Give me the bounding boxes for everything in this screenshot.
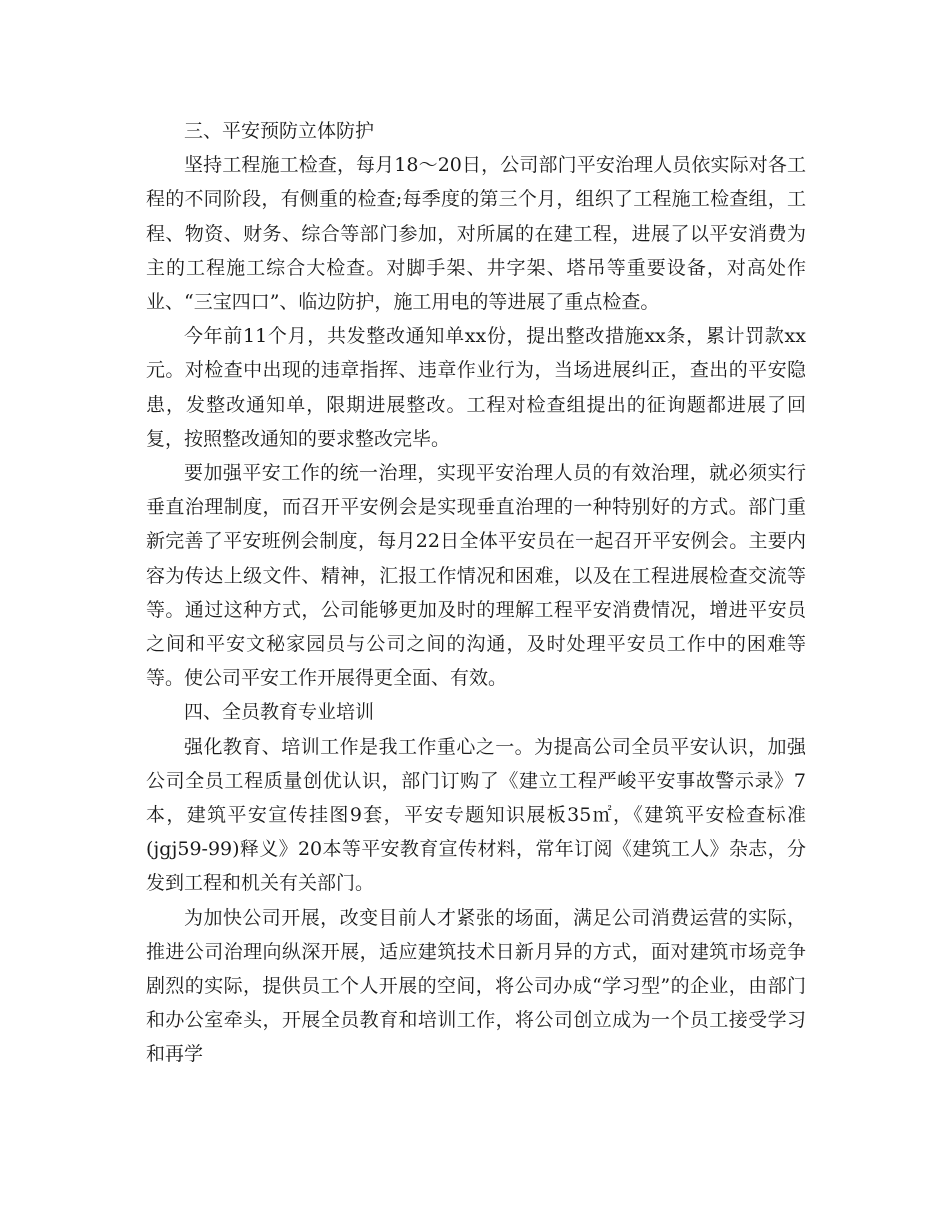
paragraph-inspection: 坚持工程施工检查，每月18～20日，公司部门平安治理人员依实际对各工程的不同阶段，有侧重的检查;每季度的第三个月，组织了工程施工检查组，工程、物资、财务、综合等部门参加，对所属的在建工程，进展了以平安消费为主的工程施工综合大检查。对脚手架、井字架、塔吊等重要设备，对高处作业、“三宝四口”、临边防护，施工用电的等进展了重点检查。 [146,154,806,314]
paragraph-education: 强化教育、培训工作是我工作重心之一。为提高公司全员平安认识，加强公司全员工程质量创优认识，部门订购了《建立工程严峻平安事故警示录》7本，建筑平安宣传挂图9套，平安专题知识展板35㎡，《建筑平安检查标准(jgj59-99)释义》20本等平安教育宣传材料，常年订阅《建筑工人》杂志，分发到工程和机关有关部门。 [146,735,806,895]
paragraph-rectification: 今年前11个月，共发整改通知单xx份，提出整改措施xx条，累计罚款xx元。对检查中出现的违章指挥、违章作业行为，当场进展纠正，查出的平安隐患，发整改通知单，限期进展整改。工程对检查组提出的征询题都进展了回复，按照整改通知的要求整改完毕。 [146,325,806,450]
paragraph-safety-meeting: 要加强平安工作的统一治理，实现平安治理人员的有效治理，就必须实行垂直治理制度，而召开平安例会是实现垂直治理的一种特别好的方式。部门重新完善了平安班例会制度，每月22日全体平安员在一起召开平安例会。主要内容为传达上级文件、精神，汇报工作情况和困难，以及在工程进展检查交流等等。通过这种方式，公司能够更加及时的理解工程平安消费情况，增进平安员之间和平安文秘家园员与公司之间的沟通，及时处理平安员工作中的困难等等。使公司平安工作开展得更全面、有效。 [146,462,806,690]
section-heading-training: 四、全员教育专业培训 [184,701,375,724]
paragraph-development: 为加快公司开展，改变目前人才紧张的场面，满足公司消费运营的实际，推进公司治理向纵深开展，适应建筑技术日新月异的方式，面对建筑市场竞争剧烈的实际，提供员工个人开展的空间，将公司办成“学习型”的企业，由部门和办公室牵头，开展全员教育和培训工作，将公司创立成为一个员工接受学习和再学 [146,906,806,1066]
document-body [146,114,806,1072]
section-heading-safety-prevention: 三、平安预防立体防护 [184,120,375,142]
